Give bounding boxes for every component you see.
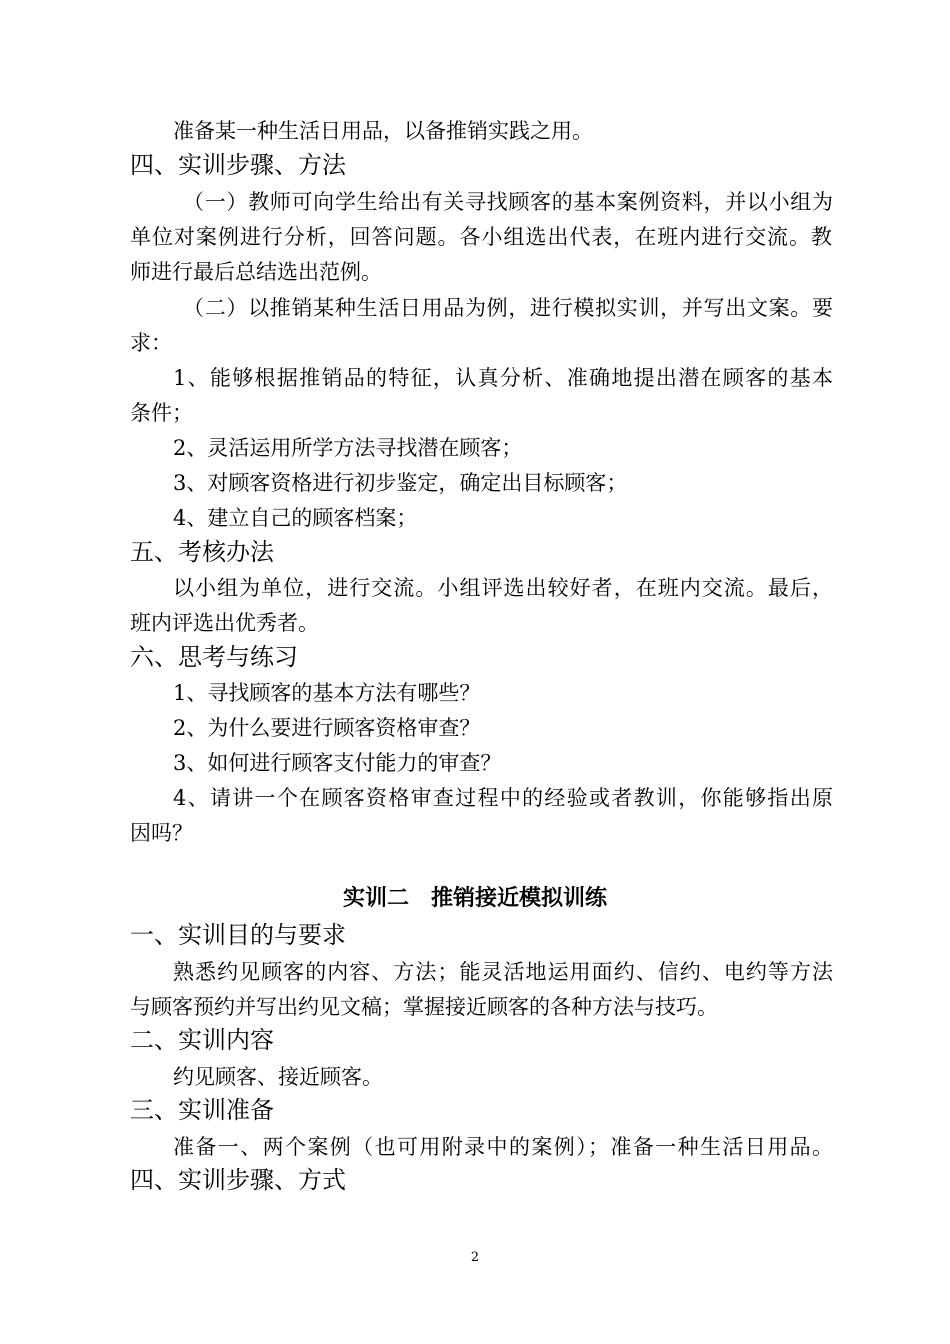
paragraph-line: （一）教师可向学生给出有关寻找顾客的基本案例资料，并以小组为 [183,190,833,214]
section-heading: 五、考核办法 [130,538,274,566]
section-heading: 四、实训步骤、方法 [130,151,346,179]
paragraph-line: 求： [130,331,172,355]
paragraph-line: 单位对案例进行分析，回答问题。各小组选出代表，在班内进行交流。教 [130,225,832,249]
list-item: 4、请讲一个在顾客资格审查过程中的经验或者教训，你能够指出原 [173,786,833,810]
paragraph-line: 师进行最后总结选出范例。 [130,260,382,284]
paragraph-line: 准备一、两个案例（也可用附录中的案例）；准备一种生活日用品。 [173,1135,833,1159]
section-heading: 三、实训准备 [130,1096,274,1124]
paragraph-line: 1、能够根据推销品的特征，认真分析、准确地提出潜在顾客的基本 [173,366,833,390]
section-heading: 四、实训步骤、方式 [130,1166,346,1194]
paragraph-line: 班内评选出优秀者。 [130,611,319,635]
list-item: 1、寻找顾客的基本方法有哪些？ [173,681,481,705]
paragraph-line: 因吗？ [130,821,193,845]
paragraph-line: 约见顾客、接近顾客。 [173,1065,383,1089]
paragraph-line: 准备某一种生活日用品，以备推销实践之用。 [173,119,593,143]
paragraph-line: （二）以推销某种生活日用品为例，进行模拟实训，并写出文案。要 [183,296,833,320]
section-title: 实训二 推销接近模拟训练 [342,886,607,911]
paragraph-line: 以小组为单位，进行交流。小组评选出较好者，在班内交流。最后， [173,576,833,600]
section-heading: 二、实训内容 [130,1026,274,1054]
list-item: 3、对顾客资格进行初步鉴定，确定出目标顾客； [173,471,628,495]
list-item: 2、为什么要进行顾客资格审查？ [173,716,481,740]
paragraph-line: 与顾客预约并写出约见文稿；掌握接近顾客的各种方法与技巧。 [130,995,718,1019]
list-item: 4、建立自己的顾客档案； [173,506,418,530]
list-item: 2、灵活运用所学方法寻找潜在顾客； [173,436,523,460]
paragraph-line: 熟悉约见顾客的内容、方法；能灵活地运用面约、信约、电约等方法 [173,960,833,984]
paragraph-line: 条件； [130,401,193,425]
section-heading: 六、思考与练习 [130,643,298,671]
section-heading: 一、实训目的与要求 [130,921,346,949]
list-item: 3、如何进行顾客支付能力的审查？ [173,751,502,775]
page-number: 2 [470,1250,480,1265]
